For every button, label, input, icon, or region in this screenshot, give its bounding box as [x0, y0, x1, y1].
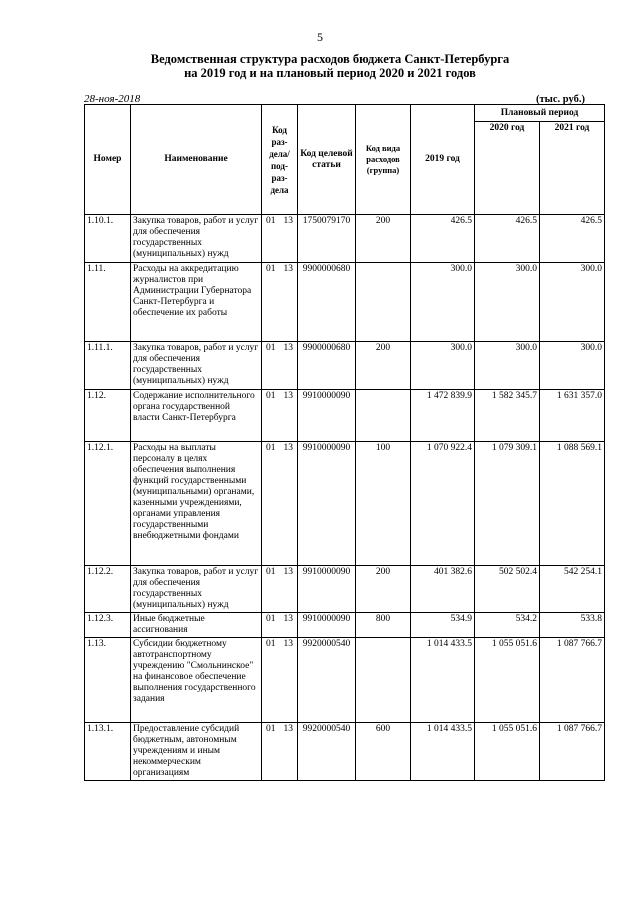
row-section: 01 13	[262, 442, 298, 566]
row-name: Иные бюджетные ассигнования	[131, 613, 262, 638]
row-2020: 1 582 345.7	[475, 390, 540, 442]
row-number: 1.11.	[85, 263, 131, 342]
table-row	[85, 442, 605, 566]
units-label: (тыс. руб.)	[536, 94, 585, 105]
row-section: 01 13	[262, 723, 298, 781]
row-2020: 300.0	[475, 342, 540, 390]
row-section: 01 13	[262, 638, 298, 723]
row-2019: 534.9	[411, 613, 475, 638]
table-row	[85, 390, 605, 442]
row-2020: 1 079 309.1	[475, 442, 540, 566]
row-name: Закупка товаров, работ и услуг для обеспечения государственных (муниципальных) нужд	[131, 215, 262, 263]
page-number: 5	[317, 30, 323, 44]
header-2019: 2019 год	[411, 105, 475, 215]
row-2019: 300.0	[411, 263, 475, 342]
table-row	[85, 342, 605, 390]
table-row	[85, 566, 605, 613]
row-target: 9920000540	[298, 638, 356, 723]
row-number: 1.12.2.	[85, 566, 131, 613]
row-number: 1.12.	[85, 390, 131, 442]
header-plan-period: Плановый период	[475, 105, 605, 122]
row-kind: 100	[356, 442, 411, 566]
row-2021: 542 254.1	[540, 566, 605, 613]
row-2021: 1 088 569.1	[540, 442, 605, 566]
row-2020: 1 055 051.6	[475, 723, 540, 781]
row-name: Предоставление субсидий бюджетным, автономным учреждениям и иным некоммерческим организациям	[131, 723, 262, 781]
row-2019: 1 014 433.5	[411, 723, 475, 781]
row-kind	[356, 263, 411, 342]
row-kind: 800	[356, 613, 411, 638]
row-2021: 533.8	[540, 613, 605, 638]
row-number: 1.11.1.	[85, 342, 131, 390]
row-2019: 401 382.6	[411, 566, 475, 613]
row-target: 9900000680	[298, 263, 356, 342]
table-row	[85, 638, 605, 723]
row-section: 01 13	[262, 342, 298, 390]
row-2019: 426.5	[411, 215, 475, 263]
row-kind: 600	[356, 723, 411, 781]
title-line-2: на 2019 год и на плановый период 2020 и 2021 годов	[184, 66, 476, 80]
row-2019: 300.0	[411, 342, 475, 390]
row-name: Расходы на выплаты персоналу в целях обеспечения выполнения функций государственными (муниципальными) органами, казенными учреждениями, органами управления государственными внебюджетными фондами	[131, 442, 262, 566]
title-line-1: Ведомственная структура расходов бюджета Санкт-Петербурга	[150, 52, 510, 66]
row-number: 1.12.1.	[85, 442, 131, 566]
row-kind: 200	[356, 215, 411, 263]
row-target: 9920000540	[298, 723, 356, 781]
header-section-code: Код раз- дела/ под- раз- дела	[262, 105, 298, 215]
table-row	[85, 215, 605, 263]
row-number: 1.10.1.	[85, 215, 131, 263]
header-2021: 2021 год	[540, 122, 605, 215]
header-number: Номер	[85, 105, 131, 215]
table-row	[85, 723, 605, 781]
row-kind	[356, 638, 411, 723]
row-2021: 426.5	[540, 215, 605, 263]
row-2019: 1 014 433.5	[411, 638, 475, 723]
row-target: 1750079170	[298, 215, 356, 263]
row-number: 1.13.	[85, 638, 131, 723]
row-2021: 1 087 766.7	[540, 638, 605, 723]
row-section: 01 13	[262, 215, 298, 263]
row-number: 1.13.1.	[85, 723, 131, 781]
row-2020: 534.2	[475, 613, 540, 638]
row-target: 9910000090	[298, 566, 356, 613]
row-kind: 200	[356, 566, 411, 613]
row-2020: 426.5	[475, 215, 540, 263]
row-2021: 300.0	[540, 263, 605, 342]
row-2021: 300.0	[540, 342, 605, 390]
header-expense-type: Код вида расходов (группа)	[356, 105, 411, 215]
row-number: 1.12.3.	[85, 613, 131, 638]
row-2020: 502 502.4	[475, 566, 540, 613]
header-name: Наименование	[131, 105, 262, 215]
row-name: Закупка товаров, работ и услуг для обеспечения государственных (муниципальных) нужд	[131, 342, 262, 390]
row-2020: 300.0	[475, 263, 540, 342]
row-target: 9910000090	[298, 613, 356, 638]
row-section: 01 13	[262, 566, 298, 613]
header-2020: 2020 год	[475, 122, 540, 215]
row-section: 01 13	[262, 390, 298, 442]
table-row	[85, 613, 605, 638]
header-target-code: Код целевой статьи	[298, 105, 356, 215]
row-kind	[356, 390, 411, 442]
row-name: Расходы на аккредитацию журналистов при Администрации Губернатора Санкт-Петербурга и обеспечение их работы	[131, 263, 262, 342]
row-2019: 1 472 839.9	[411, 390, 475, 442]
row-section: 01 13	[262, 613, 298, 638]
budget-table	[84, 104, 605, 781]
row-target: 9910000090	[298, 442, 356, 566]
row-target: 9900000680	[298, 342, 356, 390]
row-kind: 200	[356, 342, 411, 390]
document-date: 28-ноя-2018	[84, 93, 141, 105]
row-target: 9910000090	[298, 390, 356, 442]
document-title	[0, 52, 640, 80]
row-name: Содержание исполнительного органа государственной власти Санкт-Петербурга	[131, 390, 262, 442]
table-row	[85, 263, 605, 342]
row-name: Субсидии бюджетному автотранспортному учреждению "Смольнинское" на финансовое обеспечение выполнения государственного задания	[131, 638, 262, 723]
row-2021: 1 087 766.7	[540, 723, 605, 781]
row-2019: 1 070 922.4	[411, 442, 475, 566]
row-2020: 1 055 051.6	[475, 638, 540, 723]
row-name: Закупка товаров, работ и услуг для обеспечения государственных (муниципальных) нужд	[131, 566, 262, 613]
row-section: 01 13	[262, 263, 298, 342]
row-2021: 1 631 357.0	[540, 390, 605, 442]
